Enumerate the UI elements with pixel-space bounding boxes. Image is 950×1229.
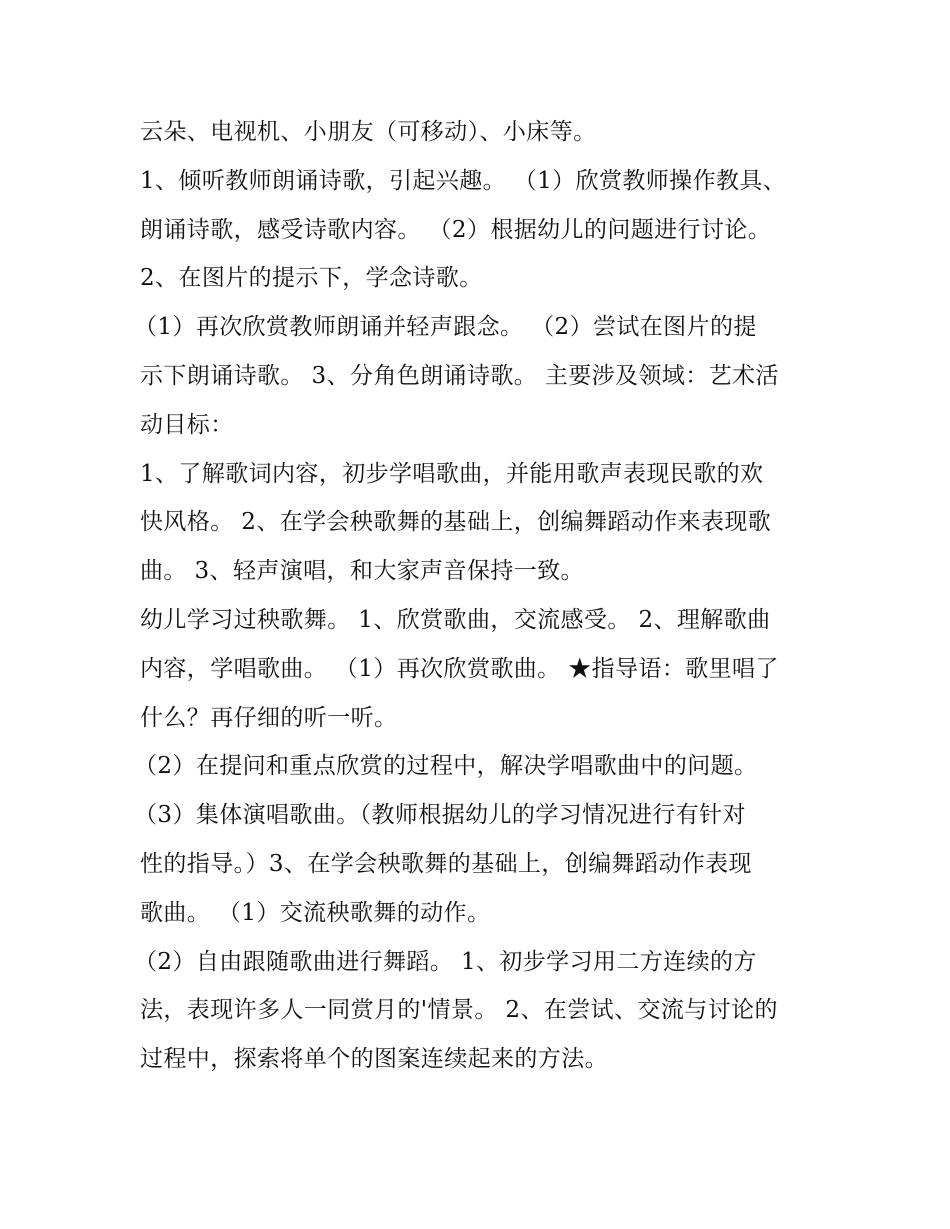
text-line: 动目标：: [140, 411, 234, 438]
text-line: 歌曲。 （1）交流秧歌舞的动作。: [140, 899, 491, 926]
text-line: 朗诵诗歌，感受诗歌内容。 （2）根据幼儿的问题进行讨论。: [140, 216, 772, 243]
text-line: 云朵、电视机、小朋友（可移动）、小床等。: [140, 119, 597, 145]
text-line: 1、了解歌词内容，初步学唱歌曲，并能用歌声表现民歌的欢: [140, 460, 764, 487]
text-line: 快风格。 2、在学会秧歌舞的基础上，创编舞蹈动作来表现歌: [140, 509, 772, 536]
text-line: （3）集体演唱歌曲。（教师根据幼儿的学习情况进行有针对: [134, 802, 746, 829]
text-line: 内容，学唱歌曲。 （1）再次欣赏歌曲。 ★指导语：歌里唱了: [140, 655, 779, 682]
text-line: 2、在图片的提示下，学念诗歌。: [140, 265, 483, 292]
text-line: （1）再次欣赏教师朗诵并轻声跟念。 （2）尝试在图片的提: [134, 314, 757, 341]
text-line: 示下朗诵诗歌。 3、分角色朗诵诗歌。 主要涉及领域：艺术活: [140, 362, 779, 389]
text-line: 过程中，探索将单个的图案连续起来的方法。: [140, 1046, 608, 1073]
text-line: 什么？再仔细的听一听。: [140, 704, 398, 731]
text-line: 性的指导。）3、在学会秧歌舞的基础上，创编舞蹈动作表现: [140, 850, 752, 877]
document-body: [134, 108, 820, 1084]
text-line: （2）在提问和重点欣赏的过程中，解决学唱歌曲中的问题。: [134, 753, 758, 780]
text-line: 法，表现许多人一同赏月的'情景。 2、在尝试、交流与讨论的: [140, 997, 778, 1024]
text-line: 幼儿学习过秧歌舞。 1、欣赏歌曲，交流感受。 2、理解歌曲: [140, 606, 771, 633]
text-line: 曲。 3、轻声演唱，和大家声音保持一致。: [140, 558, 584, 585]
text-line: 1、倾听教师朗诵诗歌，引起兴趣。 （1）欣赏教师操作教具、: [140, 167, 787, 194]
text-line: （2）自由跟随歌曲进行舞蹈。 1、初步学习用二方连续的方: [134, 948, 757, 975]
